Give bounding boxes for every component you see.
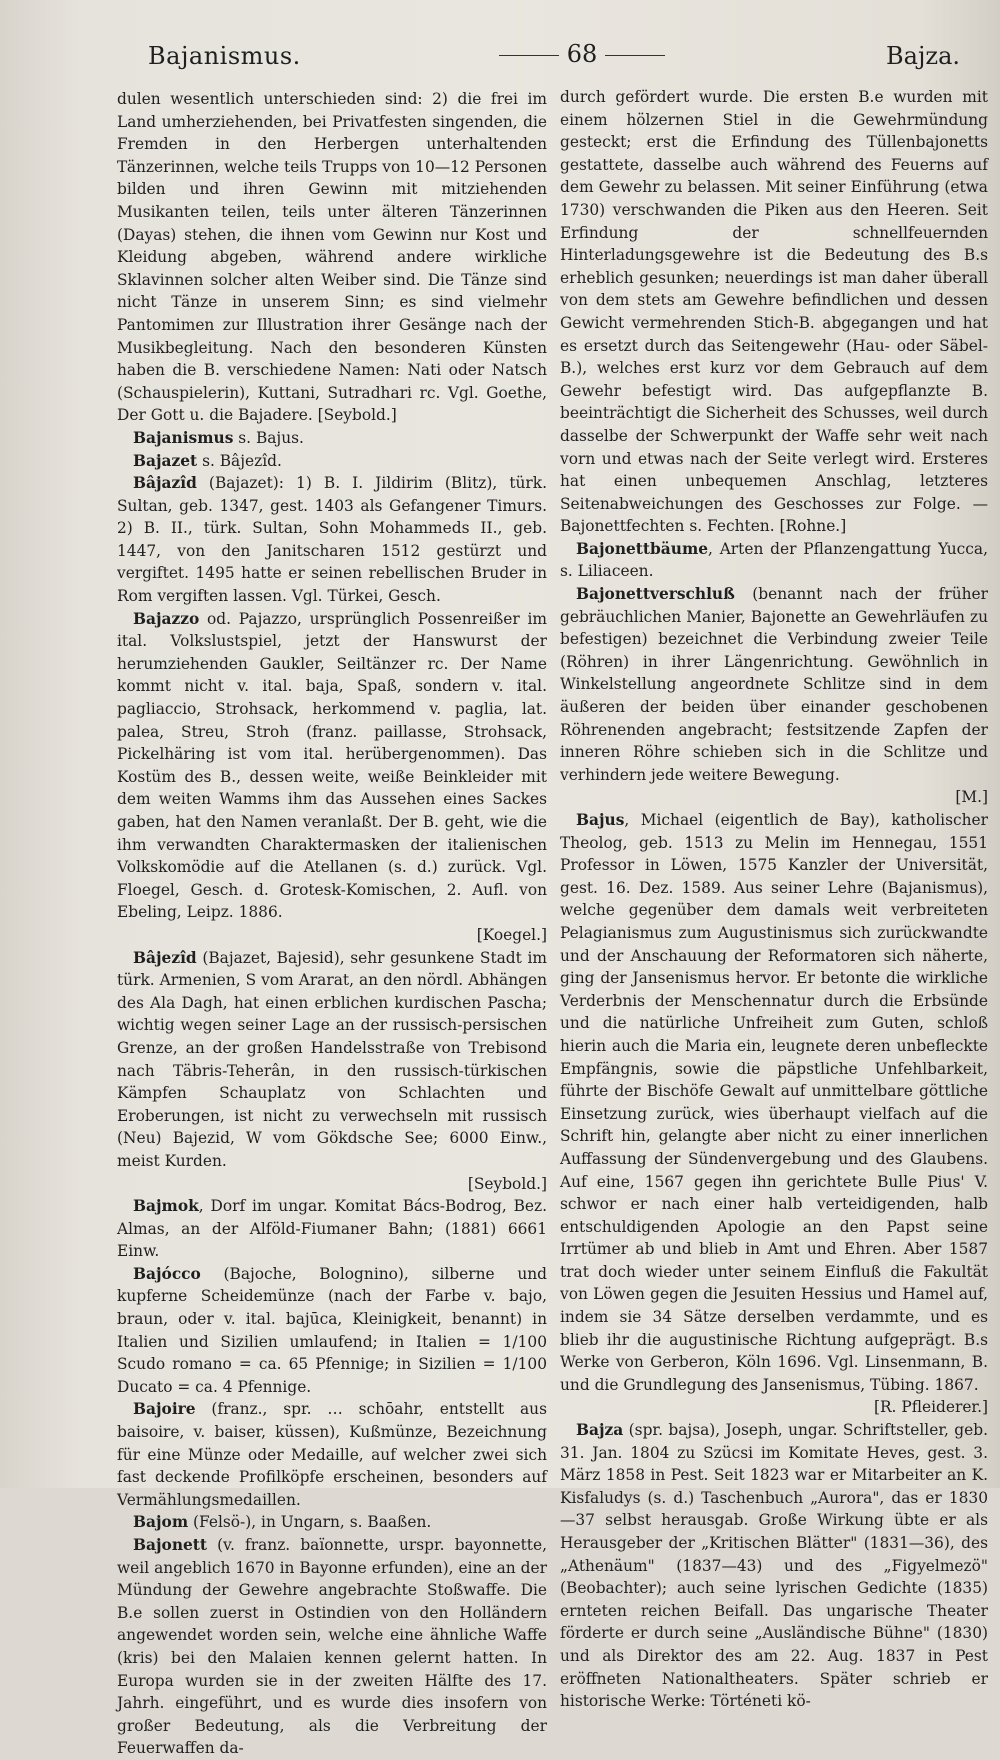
headword: Bajus xyxy=(576,811,625,829)
headword: Bajanismus xyxy=(133,428,234,447)
entry-text: (Bajazet, Bajesid), sehr gesunkene Stadt im türk. Armenien, S vom Ararat, an den nördl. Abhängen des Ala Dagh, hat einen erblichen kurdischen Pascha; wichtig wegen seiner Lage an der russisch-persischen Grenze, an der großen Handelsstraße von Trebisond nach Täbris-Teherân, in den russisch-türkischen Kämpfen Schauplatz von Schlachten und Eroberungen, ist nicht zu verwechseln mit russisch (Neu) Bajezid, W vom Gökdsche See; 6000 Einw., meist Kurden. xyxy=(117,948,547,1170)
headword: Bajom xyxy=(133,1513,189,1532)
paragraph-text: dulen wesentlich unterschieden sind: 2) die frei im Land umherziehenden, bei Privatfesten singenden, die Fremden in den Herbergen unterhaltenden Tänzerinnen, welche teils Trupps von 10—12 Personen bilden und ihren Gewinn mit mitziehenden Musikanten teilen, teils unter älteren Tänzerinnen (Dayas) stehen, die ihnen vom Gewinn nur Kost und Kleidung abgeben, während andere wirkliche Sklavinnen solcher alten Weiber sind. Die Tänze sind nicht Tänze in unserem Sinn; es sind vielmehr Pantomimen zur Illustration ihrer Gesänge nach der Musikbegleitung. Nach den besonderen Künsten haben die B. verschiedene Namen: Nati oder Natsch (Schauspielerin), Kuttani, Sutradhari rc. Vgl. Goethe, Der Gott u. die Bajadere. xyxy=(117,90,547,425)
entry-bajonettverschluss xyxy=(560,583,988,809)
author-signature: [Rohne.] xyxy=(779,517,847,536)
header-right-keyword: Bajza. xyxy=(886,42,960,70)
entry-bajom xyxy=(117,1511,547,1534)
entry-bajza xyxy=(560,1419,988,1713)
entry-text: (Bajoche, Bolognino), silberne und kupferne Scheidemünze (nach der Farbe v. bajo, braun, oder v. ital. bajūca, Kleinigkeit, benannt) in Italien und Sizilien umlaufend; in Italien = 1/100 Scudo romano = ca. 65 Pfennige; in Sizilien = 1/100 Ducato = ca. 4 Pfennige. xyxy=(117,1264,547,1396)
paragraph-text: durch gefördert wurde. Die ersten B.e wurden mit einem hölzernen Stiel in die Gewehrmündung gesteckt; erst die Erfindung des Tüllenbajonetts gestattete, dasselbe auch während des Feuerns auf dem Gewehr zu belassen. Mit seiner Einführung (etwa 1730) verschwanden die Piken aus den Heeren. Seit Erfindung der schnellfeuernden Hinterladungsgewehre ist die Bedeutung des B.s erheblich gesunken; neuerdings ist man daher überall von dem stets am Gewehre befindlichen und dessen Gewicht vermehrenden Stich-B. abgegangen und hat es ersetzt durch das Seitengewehr (Hau- oder Säbel-B.), welches erst kurz vor dem Gebrauch auf dem Gewehr befestigt wird. Das aufgepflanzte B. beeinträchtigt die Sicherheit des Schusses, weil durch dasselbe der Schwerpunkt der Waffe sehr weit nach vorn und etwas nach der Seite verlegt wird. Ersteres hat einen unbequemen Anschlag, letzteres Seitenabweichungen des Geschosses zur Folge. — Bajonettfechten s. Fechten. xyxy=(560,88,988,536)
entry-text: (spr. bajsa), Joseph, ungar. Schriftsteller, geb. 31. Jan. 1804 zu Szücsi im Komitate Heves, gest. 3. März 1858 in Pest. Seit 1823 war er Mitarbeiter an K. Kisfaludys (s. d.) Taschenbuch „Aurora", das er 1830—37 selbst herausgab. Große Wirkung übte er als Herausgeber der „Kritischen Blätter" (1831—36), des „Athenäum" (1837—43) und des „Figyelmezö" (Beobachter); auch seine lyrischen Gedichte (1835) ernteten reichen Beifall. Das ungarische Theater förderte er durch seine „Ausländische Bühne" (1830) und als Direktor des am 22. Aug. 1837 in Pest eröffneten Nationaltheaters. Später schrieb er historische Werke: Történeti kö- xyxy=(560,1421,988,1711)
entry-text: (franz., spr. … schōahr, entstellt aus baisoire, v. baiser, küssen), Kußmünze, Bezeichnung für eine Münze oder Medaille, auf welcher zwei sich fast deckende Profilköpfe erscheinen, besonders auf Vermählungsmedaillen. xyxy=(117,1400,547,1509)
entry-bajezid xyxy=(117,947,547,1196)
entry-text: s. Bajus. xyxy=(233,428,304,447)
entry-text: , Dorf im ungar. Komitat Bács-Bodrog, Bez. Almas, an der Alföld-Fiumaner Bahn; (1881) 6661 Einw. xyxy=(117,1197,547,1261)
author-signature: [M.] xyxy=(955,788,988,807)
headword: Bajmok xyxy=(133,1197,199,1216)
headword: Bâjezîd xyxy=(133,948,197,967)
entry-text: (benannt nach der früher gebräuchlichen Manier, Bajonette an Gewehrläufen zu befestigen) bezeichnet die Verbindung zweier Teile (Röhren) in ihrer Längenrichtung. Gewöhnlich in Winkelstellung angeordnete Schlitze sind in dem äußeren der beiden über einander geschobenen Röhrenenden angebracht; festsitzende Zapfen der inneren Röhre schieben sich in die Schlitze und verhindern jede weitere Bewegung. xyxy=(560,585,988,784)
continued-paragraph xyxy=(560,86,988,538)
entry-bajazid xyxy=(117,472,547,608)
continued-paragraph xyxy=(117,88,547,427)
author-signature: [Seybold.] xyxy=(467,1174,547,1193)
headword: Bajazet xyxy=(133,451,198,470)
entry-bajoire xyxy=(117,1398,547,1511)
entry-text: , Arten der Pflanzengattung Yucca, s. Liliaceen. xyxy=(560,539,988,581)
entry-bajazzo xyxy=(117,608,547,947)
author-signature: [R. Pfleiderer.] xyxy=(873,1398,988,1417)
page-header xyxy=(118,38,960,78)
headword: Bajoire xyxy=(133,1400,196,1419)
headword: Bajonettverschluß xyxy=(576,585,735,604)
entry-text: (Bajazet): 1) B. I. Jildirim (Blitz), türk. Sultan, geb. 1347, gest. 1403 als Gefangener Timurs. 2) B. II., türk. Sultan, Sohn Mohammeds II., geb. 1447, von den Janitscharen 1512 gestürzt und vergiftet. 1495 hatte er seinen rebellischen Bruder in Rom vergiften lassen. Vgl. Türkei, Gesch. xyxy=(117,474,547,606)
entry-bajazet xyxy=(117,450,547,473)
entry-bajanismus xyxy=(117,427,547,450)
headword: Bajazzo xyxy=(133,609,200,628)
entry-text: od. Pajazzo, ursprünglich Possenreißer im ital. Volkslustspiel, jetzt der Hanswurst der herumziehenden Gaukler, Seiltänzer rc. Der Name kommt nicht v. ital. baja, Spaß, sondern v. ital. pagliaccio, Strohsack, herkommend v. paglia, lat. palea, Streu, Stroh (franz. paillasse, Strohsack, Pickelhäring ist vom ital. herübergenommen). Das Kostüm des B., dessen weite, weiße Beinkleider mit dem weiten Wamms ihm das Aussehen eines Sackes gaben, hat den Namen veranlaßt. Der B. geht, wie die ihm verwandten Charaktermasken der italienischen Volkskomödie auf die Atellanen (s. d.) zurück. Vgl. Floegel, Gesch. d. Grotesk-Komischen, 2. Aufl. von Ebeling, Leipz. 1886. xyxy=(117,609,547,922)
entry-text: , Michael (eigentlich de Bay), katholischer Theolog, geb. 1513 zu Melin im Hennegau, 1551 Professor in Löwen, 1575 Kanzler der Universität, gest. 16. Dez. 1589. Aus seiner Lehre (Bajanismus), welche gegenüber dem damals weit verbreiteten Pelagianismus zum Augustinismus sich zurückwandte und der Anschauung der Reformatoren sich näherte, ging der Jansenismus hervor. Er betonte die wirkliche Verderbnis der Menschennatur durch die Erbsünde und die natürliche Unfreiheit zum Guten, schloß hierin auch die Maria ein, leugnete deren unbefleckte Empfängnis, sowie die päpstliche Unfehlbarkeit, führte der Bischöfe Gewalt auf unmittelbare göttliche Einsetzung zurück, wies überhaupt vielfach auf die Schrift hin, gelangte aber nicht zu einer innerlichen Auffassung der Sündenvergebung und des Glaubens. Auf eine, 1567 gegen ihn gerichtete Bulle Pius' V. schwor er nach einer halb verteidigenden, halb entschuldigenden Apologie an den Papst seine Irrtümer ab und blieb in Amt und Ehren. Aber 1587 trat doch wieder unter seinem Einfluß die Fakultät von Löwen gegen die Jesuiten Hessius und Hamel auf, indem sie 34 Sätze derselben verdammte, und es blieb ihr die augustinische Richtung aufgeprägt. B.s Werke von Gerberon, Köln 1696. Vgl. Linsenmann, B. und die Grundlegung des Jansenismus, Tübing. 1867. xyxy=(560,811,988,1394)
entry-bajonett xyxy=(117,1534,547,1760)
header-rule-left xyxy=(499,55,559,56)
entry-bajus xyxy=(560,809,988,1419)
entry-text: s. Bâjezîd. xyxy=(197,451,282,470)
headword: Bâjazîd xyxy=(133,474,197,493)
header-rule-right xyxy=(605,55,665,56)
headword: Bajonettbäume xyxy=(576,539,709,558)
headword: Bajócco xyxy=(133,1264,201,1283)
left-column xyxy=(117,88,547,1760)
entry-text: (v. franz. baïonnette, urspr. bayonnette, weil angeblich 1670 in Bayonne erfunden), eine an der Mündung der Gewehre angebrachte Stoßwaffe. Die B.e sollen zuerst in Ostindien von den Holländern angewendet worden sein, welche eine ähnliche Waffe (kris) bei den Malaien kennen gelernt hatten. In Europa wurden sie in der zweiten Hälfte des 17. Jahrh. eingeführt, und es wurde dies insofern von großer Bedeutung, als die Verbreitung der Feuerwaffen da- xyxy=(117,1536,547,1758)
entry-bajonettbaeume xyxy=(560,538,988,583)
headword: Bajonett xyxy=(133,1536,208,1554)
right-column xyxy=(560,86,988,1713)
entry-bajmok xyxy=(117,1195,547,1263)
page-number xyxy=(462,40,702,68)
entry-bajocco xyxy=(117,1263,547,1399)
header-left-keyword: Bajanismus. xyxy=(148,42,301,70)
page-number-text: 68 xyxy=(566,40,598,68)
headword: Bajza xyxy=(576,1421,624,1440)
entry-text: (Felsö-), in Ungarn, s. Baaßen. xyxy=(188,1513,432,1532)
author-signature: [Koegel.] xyxy=(476,925,547,944)
author-signature: [Seybold.] xyxy=(317,406,397,425)
